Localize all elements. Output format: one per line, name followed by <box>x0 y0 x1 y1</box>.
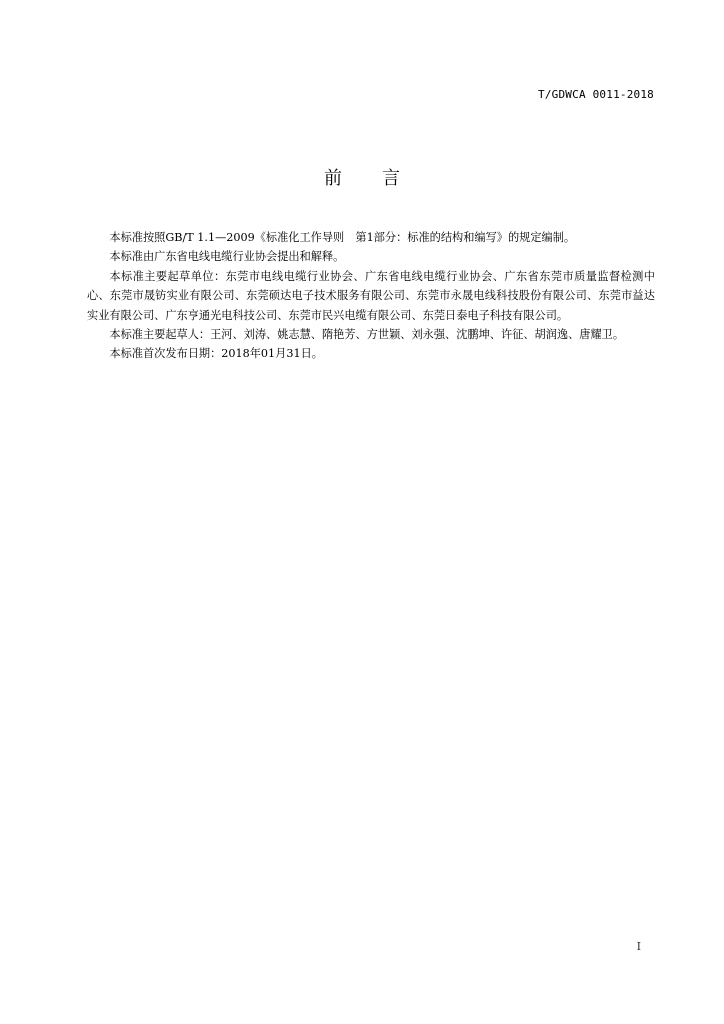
paragraph-drafting-units: 本标准主要起草单位：东莞市电线电缆行业协会、广东省电线电缆行业协会、广东省东莞市质量监督检测中心、东莞市晟钫实业有限公司、东莞硕达电子技术服务有限公司、东莞市永晟电线科技股份有限公司、东莞市益达实业有限公司、广东亨通光电科技公司、东莞市民兴电缆有限公司、东莞日泰电子科技有限公司。 <box>87 269 655 322</box>
paragraph-compilation-basis: 本标准按照GB/T 1.1—2009《标准化工作导则 第1部分：标准的结构和编写》的规定编制。 <box>109 231 576 244</box>
paragraph-proposer: 本标准由广东省电线电缆行业协会提出和解释。 <box>109 250 345 264</box>
standard-code: T/GDWCA 0011-2018 <box>538 88 654 101</box>
page-title: 前言 <box>324 168 440 189</box>
foreword-body <box>87 228 655 364</box>
page-number: I <box>636 940 641 953</box>
paragraph-release-date: 本标准首次发布日期：2018年01月31日。 <box>109 347 323 361</box>
paragraph-drafters: 本标准主要起草人：王河、刘涛、姚志慧、隋艳芳、方世颖、刘永强、沈鹏坤、许征、胡润逸、唐耀卫。 <box>109 328 625 342</box>
